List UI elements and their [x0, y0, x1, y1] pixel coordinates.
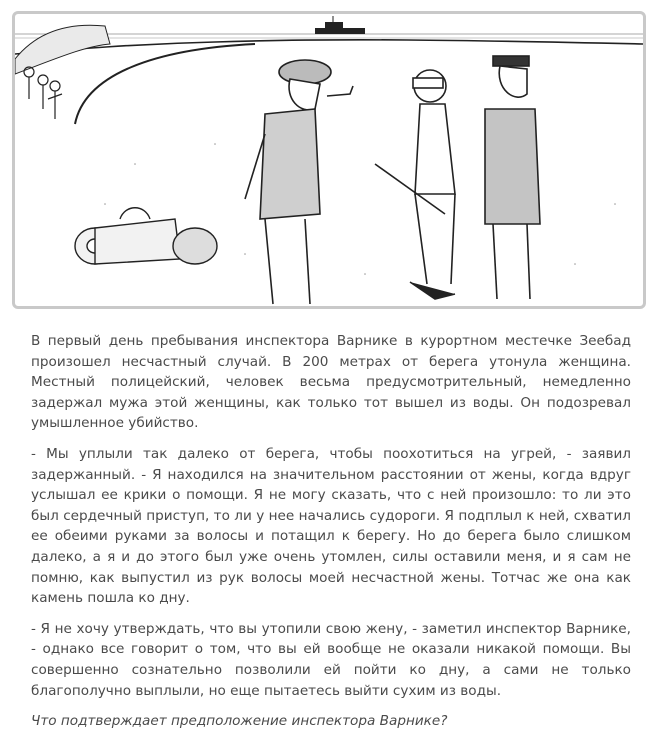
rolled-towel-and-bag — [75, 208, 217, 264]
ship-icon — [315, 16, 365, 34]
suspect-swimmer-figure — [375, 70, 455, 299]
crowd-figures — [24, 67, 62, 119]
story-text — [31, 331, 631, 732]
illustration-frame — [12, 11, 646, 309]
inspector-figure — [245, 60, 353, 304]
story-paragraph: В первый день пребывания инспектора Варнике в курортном местечке Зеебад произошел несчастный случай. В 200 метрах от берега утонула женщина. Местный полицейский, человек весьма предусмотрительный, немедленно задержал мужа этой женщины, как только тот вышел из воды. Он подозревал умышленное убийство. — [31, 333, 631, 432]
story-question: Что подтверждает предположение инспектора Варнике? — [31, 713, 448, 730]
policeman-figure — [485, 56, 540, 299]
story-paragraph: - Я не хочу утверждать, что вы утопили свою жену, - заметил инспектор Варнике, - однако все говорит о том, что вы ей вообще не оказали никакой помощи. Вы совершенно сознательно позволили ей пойти ко дну, а сами не только благополучно выплыли, но еще пытаетесь выйти сухим из воды. — [31, 620, 631, 699]
beach-edge — [75, 44, 255, 124]
beach-scene-illustration — [15, 14, 643, 306]
story-paragraph: - Мы уплыли так далеко от берега, чтобы поохотиться на угрей, - заявил задержанный. - Я находился на значительном расстоянии от жены, когда вдруг услышал ее крики о помощи. Я не могу сказать, что с ней произошло: то ли это был сердечный приступ, то ли у нее начались судороги. Я подплыл к ней, схватил ее обеими руками за волосы и потащил к берегу. Но до берега было слишком далеко, а я и до этого был уже очень утомлен, силы оставили меня, и я сам не помню, как выпустил из рук волосы моей несчастной жены. Тотчас же она как камень пошла ко дну. — [31, 445, 631, 607]
